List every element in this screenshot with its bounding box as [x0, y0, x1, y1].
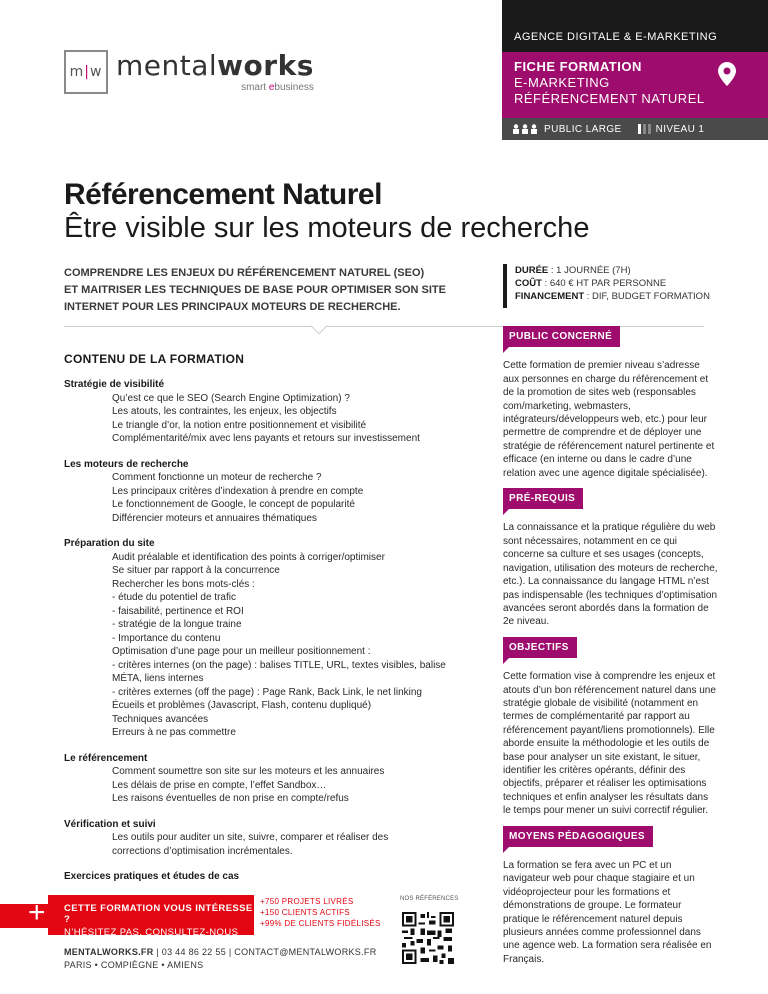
content-item: Rechercher les bons mots-clés :	[112, 578, 255, 590]
divider-notch	[311, 318, 328, 335]
content-block	[64, 537, 484, 740]
content-block	[64, 870, 484, 884]
cities: PARIS • COMPIÈGNE • AMIENS	[64, 960, 204, 970]
content-block	[64, 378, 484, 446]
content-block	[64, 818, 484, 859]
content-block-heading: Vérification et suivi	[64, 818, 156, 830]
content-block-items	[64, 471, 484, 525]
refs-label: NOS RÉFÉRENCES	[400, 896, 459, 902]
public-tag: PUBLIC CONCERNÉ	[503, 326, 620, 347]
public-section	[503, 326, 718, 480]
fiche-label: FICHE FORMATION	[514, 59, 642, 74]
objectifs-tag: OBJECTIFS	[503, 637, 577, 658]
content-item: Comment fonctionne un moteur de recherche ?	[112, 472, 322, 483]
content-block	[64, 458, 484, 526]
moyens-tag: MOYENS PÉDAGOGIQUES	[503, 826, 653, 847]
content-item: - critères externes (off the page) : Page Rank, Back Link, le net linking	[112, 686, 422, 698]
level-group	[638, 124, 705, 135]
sidebar	[503, 326, 718, 974]
intro-text	[64, 265, 484, 316]
content-block-heading: Préparation du site	[64, 538, 155, 549]
logo-word-light: mental	[116, 48, 218, 82]
content-item: - stratégie de la longue traine	[112, 619, 242, 630]
logo-mark	[64, 50, 108, 94]
content-item: - faisabilité, pertinence et ROI	[112, 605, 244, 617]
stats	[260, 896, 381, 929]
content-block-heading: Les moteurs de recherche	[64, 458, 189, 470]
page-subtitle: Être visible sur les moteurs de recherche	[64, 212, 590, 244]
intro-line: INTERNET POUR LES PRINCIPAUX MOTEURS DE RECHERCHE.	[64, 301, 401, 313]
content-item: Erreurs à ne pas commettre	[112, 727, 236, 738]
spec-cout-label: COÛT	[515, 278, 542, 289]
content-item: - étude du potentiel de trafic	[112, 592, 236, 603]
prerequis-section	[503, 488, 718, 629]
content-item: corrections d’optimisation incrémentales.	[112, 845, 293, 857]
level-bars-icon	[638, 124, 652, 134]
content-item: MÉTA, liens internes	[112, 673, 204, 684]
contact-details: | 03 44 86 22 55 | CONTACT@MENTALWORKS.FR	[153, 947, 377, 957]
content-block-items	[64, 551, 484, 740]
promo-line1: CETTE FORMATION VOUS INTÉRESSE ?	[64, 903, 253, 925]
agency-banner	[502, 0, 768, 52]
content-block-heading: Stratégie de visibilité	[64, 379, 165, 390]
logo-tag-accent: e	[268, 81, 275, 93]
logo-tag-after: business	[274, 81, 314, 93]
content-item: Les atouts, les contraintes, les enjeux, les objectifs	[112, 406, 337, 417]
content-item: Se situer par rapport à la concurrence	[112, 565, 280, 576]
public-label: PUBLIC LARGE	[544, 123, 622, 135]
content-item: Le fonctionnement de Google, le concept de popularité	[112, 499, 355, 510]
spec-fin-value: : DIF, BUDGET FORMATION	[584, 291, 710, 302]
content-item: Techniques avancées	[112, 713, 209, 725]
logo-text	[116, 48, 314, 93]
moyens-text: La formation se fera avec un PC et un navigateur web pour chaque stagiaire et un vidéoprojecteur pour les formations et démonstrations de groupe. Le formateur pratique le référencement naturel depuis plusieurs années comme professionnel dans une agence web. La formation sera réalisée en Français.	[503, 860, 712, 965]
stat-item: +150 CLIENTS ACTIFS	[260, 908, 350, 917]
logo-tagline	[116, 82, 314, 93]
content-item: Qu’est ce que le SEO (Search Engine Optimization) ?	[112, 392, 350, 404]
spec-cout-value: : 640 € HT PAR PERSONNE	[541, 278, 667, 289]
content-item: Les raisons éventuelles de non prise en compte/refus	[112, 793, 349, 804]
category-label: E-MARKETING	[514, 75, 610, 90]
promo-line2: N’HÉSITEZ PAS, CONSULTEZ-NOUS	[64, 927, 239, 938]
stat-item: +750 PROJETS LIVRÉS	[260, 897, 354, 906]
spec-duree-label: DURÉE	[515, 265, 549, 276]
moyens-section	[503, 826, 718, 967]
content-block-heading: Exercices pratiques et études de cas	[64, 871, 240, 882]
objectifs-text: Cette formation vise à comprendre les enjeux et atouts d’un bon référencement naturel dans une stratégie globale de visibilité (notamment en termes de complémentarité par rapport au référencement payant/liens promotionnels). Elle aborde ensuite la méthodologie et les outils de base pour analyser un site existant, le situer, identifier les critères opérants, définir des objectifs, préparer et réaliser les optimisations techniques et enfin analyser les résultats dans le temps pour mener un suivi correctif régulier.	[503, 671, 716, 817]
content-item: Écueils et problèmes (Javascript, Flash, contenu dupliqué)	[112, 700, 372, 711]
stat-item: +99% DE CLIENTS FIDÉLISÉS	[260, 919, 381, 928]
qr-code-icon[interactable]	[402, 912, 454, 964]
specs-box	[503, 264, 710, 308]
content-item: Comment soumettre son site sur les moteurs et les annuaires	[112, 766, 385, 777]
content-block-items	[64, 831, 484, 858]
content-blocks	[64, 378, 484, 896]
spec-cout	[515, 277, 710, 290]
page-title: Référencement Naturel	[64, 178, 382, 211]
level-label: NIVEAU 1	[655, 123, 705, 135]
prerequis-text: La connaissance et la pratique régulière du web sont nécessaires, notamment en ce qui concerne sa culture et ses usages (concepts, navigation, utilisation des moteurs de recherche, etc.). La connaissance du langage HTML n’est pas indispensable (les techniques d’optimisation avancées seront abordés dans la formation de 2e niveau.	[503, 522, 718, 628]
site-link[interactable]: MENTALWORKS.FR	[64, 947, 154, 957]
objectifs-section	[503, 637, 718, 818]
content-item: Les outils pour auditer un site, suivre, comparer et réaliser des	[112, 832, 389, 843]
intro-line: COMPRENDRE LES ENJEUX DU RÉFÉRENCEMENT NATUREL (SEO)	[64, 267, 425, 279]
content-item: Audit préalable et identification des points à corriger/optimiser	[112, 551, 385, 563]
logo-wordmark	[116, 48, 314, 82]
public-text: Cette formation de premier niveau s’adresse aux personnes en charge du référencement et de la promotion de sites web (responsables com/marketing, webmasters, intégrateurs/développeurs web, etc.) pour leur permettre de comprendre et de déployer une stratégie de référencement naturel pertinente et efficace (en interne ou dans le cadre d’une relation avec une agence digitale spécialisée).	[503, 360, 715, 479]
intro-line: ET MAITRISER LES TECHNIQUES DE BASE POUR OPTIMISER SON SITE	[64, 284, 446, 296]
prerequis-tag: PRÉ-REQUIS	[503, 488, 583, 509]
contact-line	[64, 946, 377, 959]
logo-word-bold: works	[217, 48, 314, 82]
content-item: - critères internes (on the page) : balises TITLE, URL, textes visibles, balise	[112, 659, 446, 671]
content-item: Différencier moteurs et annuaires thématiques	[112, 512, 317, 524]
promo-box[interactable]	[48, 895, 254, 938]
content-block-items	[64, 765, 484, 806]
public-group	[512, 124, 622, 135]
location-pin-icon	[718, 62, 736, 86]
audience-level-bar	[502, 118, 768, 140]
spec-financement	[515, 290, 710, 303]
content-item: - Importance du contenu	[112, 632, 221, 644]
spec-fin-label: FINANCEMENT	[515, 291, 585, 302]
content-item: Le triangle d’or, la notion entre positionnement et visibilité	[112, 419, 367, 431]
spec-duree-value: : 1 JOURNÉE (7H)	[548, 265, 631, 276]
logo-mark-m: m	[69, 64, 85, 80]
content-block-heading: Le référencement	[64, 752, 148, 764]
people-icon	[512, 124, 540, 134]
content-block-items	[64, 392, 484, 446]
content-title: CONTENU DE LA FORMATION	[64, 352, 245, 366]
content-item: Complémentarité/mix avec lens payants et retours sur investissement	[112, 433, 420, 444]
content-item: Les délais de prise en compte, l’effet Sandbox…	[112, 779, 327, 791]
agency-label: AGENCE DIGITALE & E-MARKETING	[514, 31, 718, 43]
logo-tag-before: smart	[241, 81, 269, 93]
topic-label: RÉFÉRENCEMENT NATUREL	[514, 91, 705, 106]
content-block	[64, 752, 484, 806]
spec-duree	[515, 264, 710, 277]
logo-mark-sep: |	[84, 64, 90, 80]
logo-mark-w: w	[89, 64, 103, 80]
content-item: Les principaux critères d’indexation à prendre en compte	[112, 485, 364, 497]
fiche-banner	[502, 52, 768, 118]
content-item: Optimisation d’une page pour un meilleur positionnement :	[112, 646, 371, 657]
logo	[64, 50, 314, 94]
plus-icon: +	[28, 896, 46, 929]
contact-info	[64, 946, 377, 972]
